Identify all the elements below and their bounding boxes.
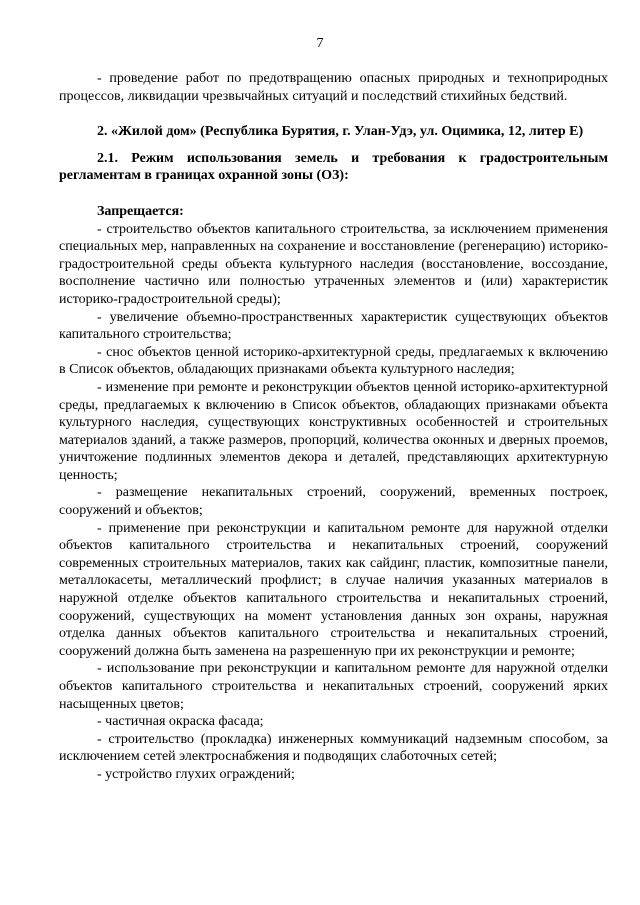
restriction-item: - строительство (прокладка) инженерных коммуникаций надземным способом, за исключением сетей электроснабжения и подводящих слаботочных сетей; [59, 731, 608, 765]
intro-list-item: - проведение работ по предотвращению опасных природных и техноприродных процессов, ликвидации чрезвычайных ситуаций и последствий стихийных бедствий. [59, 71, 608, 104]
forbidden-label: Запрещается: [97, 203, 184, 219]
restriction-item: - изменение при ремонте и реконструкции объектов ценной историко-архитектурной среды, предлагаемых к включению в Список объектов, обладающих признаками объекта культурного наследия, существующих конструктивных особенностей и строительных материалов зданий, а также размеров, пропорций, количества оконных и дверных проемов, уничтожение подлинных элементов декора и деталей, представляющих архитектурную ценность; [59, 379, 608, 483]
restriction-item: - размещение некапитальных строений, сооружений, временных построек, сооружений и объектов; [59, 485, 608, 519]
restriction-item: - увеличение объемно-пространственных характеристик существующих объектов капитального строительства; [59, 309, 608, 343]
document-body [59, 70, 608, 784]
section-heading: 2. «Жилой дом» (Республика Бурятия, г. Улан-Удэ, ул. Оцимика, 12, литер Е) [97, 124, 584, 140]
restriction-item: - снос объектов ценной историко-архитектурной среды, предлагаемых к включению в Список объектов, обладающих признаками объекта культурного наследия; [59, 344, 608, 378]
subsection-heading: 2.1. Режим использования земель и требования к градостроительным регламентам в границах охранной зоны (ОЗ): [59, 150, 608, 184]
restriction-item: - строительство объектов капитального строительства, за исключением применения специальных мер, направленных на сохранение и восстановление (регенерацию) историко- градостроительной среды объекта культурного наследия (восстановление, воссоздание, восполнение частично или полностью утраченных элементов и (или) характеристик историко-градостроительной среды); [59, 221, 608, 307]
restriction-item: - частичная окраска фасада; [97, 714, 264, 730]
restriction-item: - применение при реконструкции и капитальном ремонте для наружной отделки объектов капитального строительства и некапитальных строений, сооружений современных строительных материалов, таких как сайдинг, пластик, композитные панели, металлокасеты, металлический профлист; в случае наличия указанных материалов в наружной отделке объектов капитального строительства и некапитальных строений, сооружений, существующих на момент установления данных зон охраны, наружная отделка данных объектов капитального строительства и некапитальных строений, сооружений должна быть заменена на разрешенную при их реконструкции и ремонте; [59, 520, 608, 659]
restriction-item: - использование при реконструкции и капитальном ремонте для наружной отделки объектов капитального строительства и некапитальных строений, сооружений ярких насыщенных цветов; [59, 661, 608, 712]
page-number: 7 [316, 36, 324, 51]
restriction-item: - устройство глухих ограждений; [97, 766, 295, 782]
